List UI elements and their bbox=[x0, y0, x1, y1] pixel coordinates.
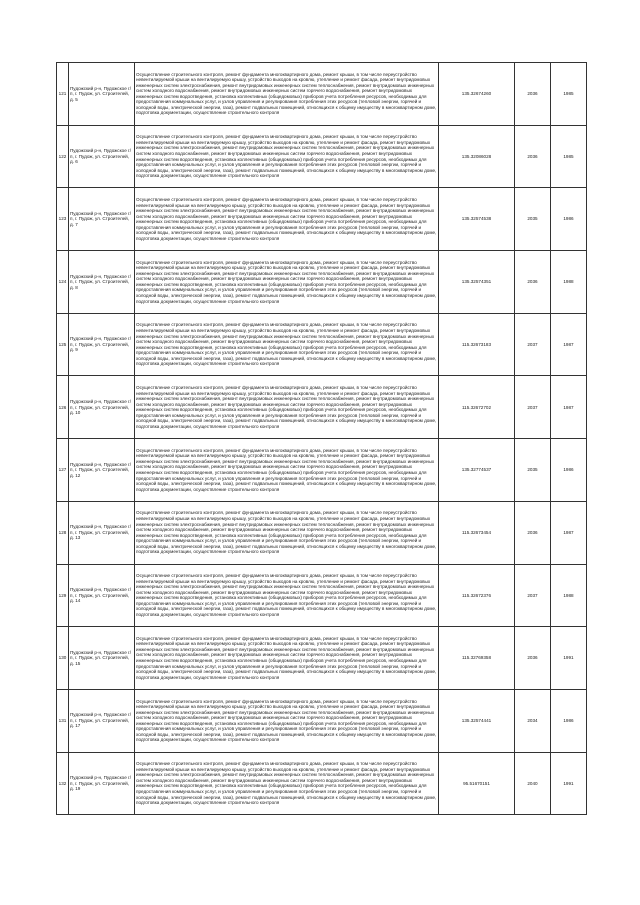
row-number: 124 bbox=[57, 251, 69, 314]
table-row bbox=[57, 439, 587, 502]
built-year-cell: 1991 bbox=[551, 627, 587, 690]
built-year-cell: 1987 bbox=[551, 313, 587, 376]
built-year-cell: 1986 bbox=[551, 439, 587, 502]
address-cell: Пудожский р-н, Пудожское г/п, г. Пудож, ул. Строителей, д. 19 bbox=[69, 752, 135, 815]
cost-cell: 115.32673454 bbox=[439, 501, 515, 564]
row-number: 121 bbox=[57, 63, 69, 126]
built-year-cell: 1986 bbox=[551, 188, 587, 251]
planned-year-cell: 2034 bbox=[515, 689, 551, 752]
table-row bbox=[57, 501, 587, 564]
planned-year-cell: 2037 bbox=[515, 376, 551, 439]
planned-year-cell: 2035 bbox=[515, 439, 551, 502]
row-number: 130 bbox=[57, 627, 69, 690]
built-year-cell: 1988 bbox=[551, 564, 587, 627]
planned-year-cell: 2035 bbox=[515, 188, 551, 251]
cost-cell: 135.32086028 bbox=[439, 125, 515, 188]
row-number: 131 bbox=[57, 689, 69, 752]
row-number: 123 bbox=[57, 188, 69, 251]
cost-cell: 135.32674260 bbox=[439, 63, 515, 126]
planned-year-cell: 2036 bbox=[515, 627, 551, 690]
table-body bbox=[57, 63, 587, 815]
built-year-cell: 1986 bbox=[551, 689, 587, 752]
work-description-cell: Осуществление строительного контроля, ремонт фундамента многоквартирного дома, ремонт крыши, в том числе переустройство невентилируемой крыши на вентилируемую крышу, устройство выходов на кровлю, утепление и ремонт фасада, ремонт внутридомовых инженерных систем электроснабжения, ремонт внутридомовых инженерных систем теплоснабжения, ремонт внутридомовых инженерных систем холодного водоснабжения, ремонт внутридомовых инженерных систем горячего водоснабжения, ремонт внутридомовых инженерных систем водоотведения, установка коллективных (общедомовых) приборов учета потребления ресурсов, необходимых для предоставления коммунальных услуг, и узлов управления и регулирования потребления этих ресурсов (тепловой энергии, горячей и холодной воды, электрической энергии, газа), ремонт подвальных помещений, относящихся к общему имуществу в многоквартирном доме, подготовка документации, осуществление строительного контроля bbox=[135, 689, 439, 752]
work-description-cell: Осуществление строительного контроля, ремонт фундамента многоквартирного дома, ремонт крыши, в том числе переустройство невентилируемой крыши на вентилируемую крышу, устройство выходов на кровлю, утепление и ремонт фасада, ремонт внутридомовых инженерных систем электроснабжения, ремонт внутридомовых инженерных систем теплоснабжения, ремонт внутридомовых инженерных систем холодного водоснабжения, ремонт внутридомовых инженерных систем горячего водоснабжения, ремонт внутридомовых инженерных систем водоотведения, установка коллективных (общедомовых) приборов учета потребления ресурсов, необходимых для предоставления коммунальных услуг, и узлов управления и регулирования потребления этих ресурсов (тепловой энергии, горячей и холодной воды, электрической энергии, газа), ремонт подвальных помещений, относящихся к общему имуществу в многоквартирном доме, подготовка документации, осуществление строительного контроля bbox=[135, 376, 439, 439]
address-cell: Пудожский р-н, Пудожское г/п, г. Пудож, ул. Строителей, д. 15 bbox=[69, 627, 135, 690]
work-description-cell: Осуществление строительного контроля, ремонт фундамента многоквартирного дома, ремонт крыши, в том числе переустройство невентилируемой крыши на вентилируемую крышу, устройство выходов на кровлю, утепление и ремонт фасада, ремонт внутридомовых инженерных систем электроснабжения, ремонт внутридомовых инженерных систем теплоснабжения, ремонт внутридомовых инженерных систем холодного водоснабжения, ремонт внутридомовых инженерных систем горячего водоснабжения, ремонт внутридомовых инженерных систем водоотведения, установка коллективных (общедомовых) приборов учета потребления ресурсов, необходимых для предоставления коммунальных услуг, и узлов управления и регулирования потребления этих ресурсов (тепловой энергии, горячей и холодной воды, электрической энергии, газа), ремонт подвальных помещений, относящихся к общему имуществу в многоквартирном доме, подготовка документации, осуществление строительного контроля bbox=[135, 251, 439, 314]
row-number: 129 bbox=[57, 564, 69, 627]
planned-year-cell: 2036 bbox=[515, 501, 551, 564]
built-year-cell: 1987 bbox=[551, 376, 587, 439]
work-description-cell: Осуществление строительного контроля, ремонт фундамента многоквартирного дома, ремонт крыши, в том числе переустройство невентилируемой крыши на вентилируемую крышу, устройство выходов на кровлю, утепление и ремонт фасада, ремонт внутридомовых инженерных систем электроснабжения, ремонт внутридомовых инженерных систем теплоснабжения, ремонт внутридомовых инженерных систем холодного водоснабжения, ремонт внутридомовых инженерных систем горячего водоснабжения, ремонт внутридомовых инженерных систем водоотведения, установка коллективных (общедомовых) приборов учета потребления ресурсов, необходимых для предоставления коммунальных услуг, и узлов управления и регулирования потребления этих ресурсов (тепловой энергии, горячей и холодной воды, электрической энергии, газа), ремонт подвальных помещений, относящихся к общему имуществу в многоквартирном доме, подготовка документации, осуществление строительного контроля bbox=[135, 188, 439, 251]
address-cell: Пудожский р-н, Пудожское г/п, г. Пудож, ул. Строителей, д. 17 bbox=[69, 689, 135, 752]
row-number: 127 bbox=[57, 439, 69, 502]
table-row bbox=[57, 752, 587, 815]
table-row bbox=[57, 251, 587, 314]
built-year-cell: 1991 bbox=[551, 752, 587, 815]
work-description-cell: Осуществление строительного контроля, ремонт фундамента многоквартирного дома, ремонт крыши, в том числе переустройство невентилируемой крыши на вентилируемую крышу, устройство выходов на кровлю, утепление и ремонт фасада, ремонт внутридомовых инженерных систем электроснабжения, ремонт внутридомовых инженерных систем теплоснабжения, ремонт внутридомовых инженерных систем холодного водоснабжения, ремонт внутридомовых инженерных систем горячего водоснабжения, ремонт внутридомовых инженерных систем водоотведения, установка коллективных (общедомовых) приборов учета потребления ресурсов, необходимых для предоставления коммунальных услуг, и узлов управления и регулирования потребления этих ресурсов (тепловой энергии, горячей и холодной воды, электрической энергии, газа), ремонт подвальных помещений, относящихся к общему имуществу в многоквартирном доме, подготовка документации, осуществление строительного контроля bbox=[135, 501, 439, 564]
cost-cell: 115.32672376 bbox=[439, 564, 515, 627]
planned-year-cell: 2037 bbox=[515, 564, 551, 627]
table-row bbox=[57, 63, 587, 126]
address-cell: Пудожский р-н, Пудожское г/п, г. Пудож, ул. Строителей, д. 14 bbox=[69, 564, 135, 627]
address-cell: Пудожский р-н, Пудожское г/п, г. Пудож, ул. Строителей, д. 13 bbox=[69, 501, 135, 564]
built-year-cell: 1988 bbox=[551, 251, 587, 314]
cost-cell: 135.32774537 bbox=[439, 439, 515, 502]
address-cell: Пудожский р-н, Пудожское г/п, г. Пудож, ул. Строителей, д. 5 bbox=[69, 63, 135, 126]
table-row bbox=[57, 313, 587, 376]
work-description-cell: Осуществление строительного контроля, ремонт фундамента многоквартирного дома, ремонт крыши, в том числе переустройство невентилируемой крыши на вентилируемую крышу, устройство выходов на кровлю, утепление и ремонт фасада, ремонт внутридомовых инженерных систем электроснабжения, ремонт внутридомовых инженерных систем теплоснабжения, ремонт внутридомовых инженерных систем холодного водоснабжения, ремонт внутридомовых инженерных систем горячего водоснабжения, ремонт внутридомовых инженерных систем водоотведения, установка коллективных (общедомовых) приборов учета потребления ресурсов, необходимых для предоставления коммунальных услуг, и узлов управления и регулирования потребления этих ресурсов (тепловой энергии, горячей и холодной воды, электрической энергии, газа), ремонт подвальных помещений, относящихся к общему имуществу в многоквартирном доме, подготовка документации, осуществление строительного контроля bbox=[135, 63, 439, 126]
work-description-cell: Осуществление строительного контроля, ремонт фундамента многоквартирного дома, ремонт крыши, в том числе переустройство невентилируемой крыши на вентилируемую крышу, устройство выходов на кровлю, утепление и ремонт фасада, ремонт внутридомовых инженерных систем электроснабжения, ремонт внутридомовых инженерных систем теплоснабжения, ремонт внутридомовых инженерных систем холодного водоснабжения, ремонт внутридомовых инженерных систем горячего водоснабжения, ремонт внутридомовых инженерных систем водоотведения, установка коллективных (общедомовых) приборов учета потребления ресурсов, необходимых для предоставления коммунальных услуг, и узлов управления и регулирования потребления этих ресурсов (тепловой энергии, горячей и холодной воды, электрической энергии, газа), ремонт подвальных помещений, относящихся к общему имуществу в многоквартирном доме, подготовка документации, осуществление строительного контроля bbox=[135, 752, 439, 815]
table-row bbox=[57, 125, 587, 188]
address-cell: Пудожский р-н, Пудожское г/п, г. Пудож, ул. Строителей, д. 12 bbox=[69, 439, 135, 502]
cost-cell: 135.32574351 bbox=[439, 251, 515, 314]
planned-year-cell: 2040 bbox=[515, 752, 551, 815]
cost-cell: 95.51670151 bbox=[439, 752, 515, 815]
address-cell: Пудожский р-н, Пудожское г/п, г. Пудож, ул. Строителей, д. 8 bbox=[69, 251, 135, 314]
cost-cell: 135.32574441 bbox=[439, 689, 515, 752]
table-row bbox=[57, 627, 587, 690]
table-row bbox=[57, 188, 587, 251]
built-year-cell: 1985 bbox=[551, 125, 587, 188]
cost-cell: 115.32672702 bbox=[439, 376, 515, 439]
address-cell: Пудожский р-н, Пудожское г/п, г. Пудож, ул. Строителей, д. 10 bbox=[69, 376, 135, 439]
planned-year-cell: 2036 bbox=[515, 63, 551, 126]
work-description-cell: Осуществление строительного контроля, ремонт фундамента многоквартирного дома, ремонт крыши, в том числе переустройство невентилируемой крыши на вентилируемую крышу, устройство выходов на кровлю, утепление и ремонт фасада, ремонт внутридомовых инженерных систем электроснабжения, ремонт внутридомовых инженерных систем теплоснабжения, ремонт внутридомовых инженерных систем холодного водоснабжения, ремонт внутридомовых инженерных систем горячего водоснабжения, ремонт внутридомовых инженерных систем водоотведения, установка коллективных (общедомовых) приборов учета потребления ресурсов, необходимых для предоставления коммунальных услуг, и узлов управления и регулирования потребления этих ресурсов (тепловой энергии, горячей и холодной воды, электрической энергии, газа), ремонт подвальных помещений, относящихся к общему имуществу в многоквартирном доме, подготовка документации, осуществление строительного контроля bbox=[135, 313, 439, 376]
row-number: 128 bbox=[57, 501, 69, 564]
cost-cell: 115.32769358 bbox=[439, 627, 515, 690]
built-year-cell: 1987 bbox=[551, 501, 587, 564]
cost-cell: 115.32673183 bbox=[439, 313, 515, 376]
table-row bbox=[57, 376, 587, 439]
row-number: 122 bbox=[57, 125, 69, 188]
cost-cell: 135.32574538 bbox=[439, 188, 515, 251]
row-number: 132 bbox=[57, 752, 69, 815]
planned-year-cell: 2036 bbox=[515, 125, 551, 188]
work-description-cell: Осуществление строительного контроля, ремонт фундамента многоквартирного дома, ремонт крыши, в том числе переустройство невентилируемой крыши на вентилируемую крышу, устройство выходов на кровлю, утепление и ремонт фасада, ремонт внутридомовых инженерных систем электроснабжения, ремонт внутридомовых инженерных систем теплоснабжения, ремонт внутридомовых инженерных систем холодного водоснабжения, ремонт внутридомовых инженерных систем горячего водоснабжения, ремонт внутридомовых инженерных систем водоотведения, установка коллективных (общедомовых) приборов учета потребления ресурсов, необходимых для предоставления коммунальных услуг, и узлов управления и регулирования потребления этих ресурсов (тепловой энергии, горячей и холодной воды, электрической энергии, газа), ремонт подвальных помещений, относящихся к общему имуществу в многоквартирном доме, подготовка документации, осуществление строительного контроля bbox=[135, 439, 439, 502]
built-year-cell: 1985 bbox=[551, 63, 587, 126]
address-cell: Пудожский р-н, Пудожское г/п, г. Пудож, ул. Строителей, д. 6 bbox=[69, 125, 135, 188]
address-cell: Пудожский р-н, Пудожское г/п, г. Пудож, ул. Строителей, д. 9 bbox=[69, 313, 135, 376]
table-row bbox=[57, 689, 587, 752]
address-cell: Пудожский р-н, Пудожское г/п, г. Пудож, ул. Строителей, д. 7 bbox=[69, 188, 135, 251]
row-number: 126 bbox=[57, 376, 69, 439]
work-description-cell: Осуществление строительного контроля, ремонт фундамента многоквартирного дома, ремонт крыши, в том числе переустройство невентилируемой крыши на вентилируемую крышу, устройство выходов на кровлю, утепление и ремонт фасада, ремонт внутридомовых инженерных систем электроснабжения, ремонт внутридомовых инженерных систем теплоснабжения, ремонт внутридомовых инженерных систем холодного водоснабжения, ремонт внутридомовых инженерных систем горячего водоснабжения, ремонт внутридомовых инженерных систем водоотведения, установка коллективных (общедомовых) приборов учета потребления ресурсов, необходимых для предоставления коммунальных услуг, и узлов управления и регулирования потребления этих ресурсов (тепловой энергии, горячей и холодной воды, электрической энергии, газа), ремонт подвальных помещений, относящихся к общему имуществу в многоквартирном доме, подготовка документации, осуществление строительного контроля bbox=[135, 627, 439, 690]
row-number: 125 bbox=[57, 313, 69, 376]
work-description-cell: Осуществление строительного контроля, ремонт фундамента многоквартирного дома, ремонт крыши, в том числе переустройство невентилируемой крыши на вентилируемую крышу, устройство выходов на кровлю, утепление и ремонт фасада, ремонт внутридомовых инженерных систем электроснабжения, ремонт внутридомовых инженерных систем теплоснабжения, ремонт внутридомовых инженерных систем холодного водоснабжения, ремонт внутридомовых инженерных систем горячего водоснабжения, ремонт внутридомовых инженерных систем водоотведения, установка коллективных (общедомовых) приборов учета потребления ресурсов, необходимых для предоставления коммунальных услуг, и узлов управления и регулирования потребления этих ресурсов (тепловой энергии, горячей и холодной воды, электрической энергии, газа), ремонт подвальных помещений, относящихся к общему имуществу в многоквартирном доме, подготовка документации, осуществление строительного контроля bbox=[135, 125, 439, 188]
work-description-cell: Осуществление строительного контроля, ремонт фундамента многоквартирного дома, ремонт крыши, в том числе переустройство невентилируемой крыши на вентилируемую крышу, устройство выходов на кровлю, утепление и ремонт фасада, ремонт внутридомовых инженерных систем электроснабжения, ремонт внутридомовых инженерных систем теплоснабжения, ремонт внутридомовых инженерных систем холодного водоснабжения, ремонт внутридомовых инженерных систем горячего водоснабжения, ремонт внутридомовых инженерных систем водоотведения, установка коллективных (общедомовых) приборов учета потребления ресурсов, необходимых для предоставления коммунальных услуг, и узлов управления и регулирования потребления этих ресурсов (тепловой энергии, горячей и холодной воды, электрической энергии, газа), ремонт подвальных помещений, относящихся к общему имуществу в многоквартирном доме, подготовка документации, осуществление строительного контроля bbox=[135, 564, 439, 627]
capital-repair-table bbox=[56, 62, 587, 815]
planned-year-cell: 2036 bbox=[515, 251, 551, 314]
table-row bbox=[57, 564, 587, 627]
planned-year-cell: 2037 bbox=[515, 313, 551, 376]
